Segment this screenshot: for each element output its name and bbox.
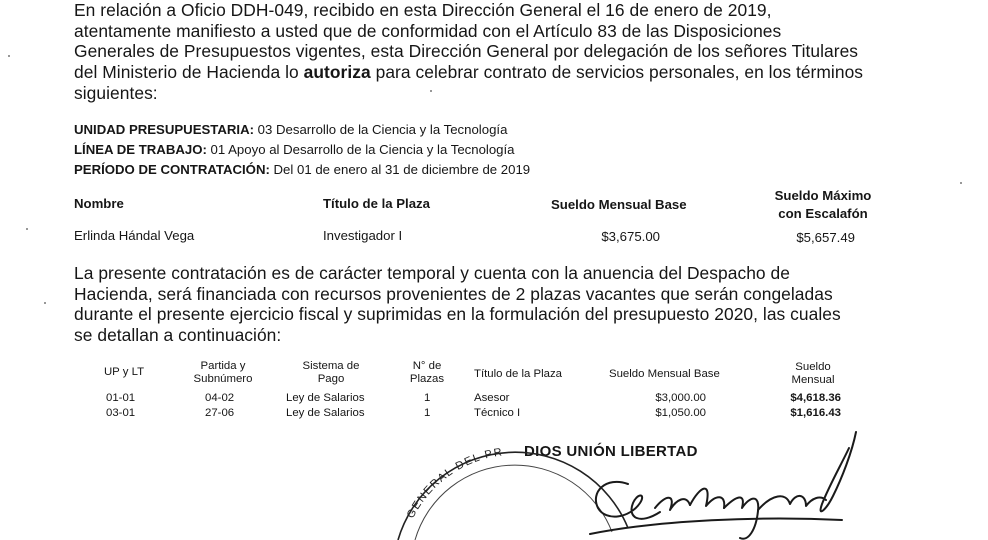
intro-line-4 (74, 62, 886, 83)
row1-sueldo-mensual: $4,618.36 (790, 392, 841, 404)
intro-line-2: atentamente manifiesto a usted que de conformidad con el Artículo 83 de las Disposiciones (74, 20, 782, 41)
second-line-3: durante el presente ejercicio fiscal y suprimidas en la formulación del presupuesto 2020, las cuales (74, 304, 841, 325)
scan-speck (8, 55, 10, 57)
row1-sistema: Ley de Salarios (286, 392, 365, 404)
budget-unit-field (74, 120, 530, 140)
header-partida (178, 360, 268, 386)
header-sistema-line-1: Sistema de (302, 360, 360, 372)
employee-max-salary: $5,657.49 (796, 230, 855, 245)
second-paragraph (74, 263, 886, 346)
header-plazas-line-2: Plazas (409, 373, 445, 385)
header-titulo-plaza-2: Título de la Plaza (474, 368, 563, 380)
scan-speck (430, 90, 432, 92)
contract-period-value: Del 01 de enero al 31 de diciembre de 2019 (273, 162, 531, 177)
header-sueldo-mensual (775, 361, 851, 387)
employee-position: Investigador I (323, 228, 403, 243)
intro-line-5: siguientes: (74, 82, 158, 103)
header-sueldo-maximo: Sueldo Máximo (774, 188, 872, 203)
header-sueldo-base: Sueldo Mensual Base (551, 197, 687, 212)
second-line-4: se detallan a continuación: (74, 325, 282, 346)
row2-sistema: Ley de Salarios (286, 407, 365, 419)
header-titulo-plaza: Título de la Plaza (323, 196, 430, 211)
autoriza-word: autoriza (303, 62, 371, 83)
row2-plazas: 1 (424, 407, 431, 419)
signature-text: Galayar (0, 0, 4, 1)
header-con-escalafon: con Escalafón (778, 206, 868, 221)
row1-sueldo-base: $3,000.00 (655, 392, 706, 404)
contract-period-field (74, 160, 530, 180)
header-partida-line-2: Subnúmero (193, 373, 253, 385)
header-sueldo-line-2: Mensual (791, 374, 835, 386)
header-sistema-line-2: Pago (317, 373, 345, 385)
svg-text:GENERAL DEL PR (405, 446, 504, 520)
row1-partida: 04-02 (205, 392, 235, 404)
second-line-1: La presente contratación es de carácter temporal y cuenta con la anuencia del Despacho de (74, 263, 790, 283)
intro-line-3: Generales de Presupuestos vigentes, esta Dirección General por delegación de los señores Titulares (74, 41, 859, 62)
work-line-label: LÍNEA DE TRABAJO: (74, 142, 207, 157)
header-num-plazas (397, 360, 457, 386)
row2-sueldo-base: $1,050.00 (655, 407, 706, 419)
row2-up-lt: 03-01 (106, 407, 136, 419)
header-partida-line-1: Partida y (200, 360, 246, 372)
employee-name: Erlinda Hándal Vega (74, 228, 195, 243)
budget-unit-label: UNIDAD PRESUPUESTARIA: (74, 122, 254, 137)
seal-text: GENERAL DEL PR (404, 446, 505, 521)
header-sistema-pago (285, 360, 377, 386)
scan-speck (44, 302, 46, 304)
row2-sueldo-mensual: $1,616.43 (790, 407, 841, 419)
scan-speck (26, 228, 28, 230)
row2-titulo: Técnico I (474, 407, 521, 419)
header-plazas-line-1: N° de (412, 360, 442, 372)
row1-titulo: Asesor (474, 392, 510, 404)
intro-line-4-start: del Ministerio de Hacienda lo (74, 62, 304, 83)
contract-period-label: PERÍODO DE CONTRATACIÓN: (74, 162, 270, 177)
budget-unit-value: 03 Desarrollo de la Ciencia y la Tecnología (257, 122, 508, 137)
header-sueldo-base-2: Sueldo Mensual Base (609, 368, 720, 380)
row1-up-lt: 01-01 (106, 392, 136, 404)
employee-base-salary: $3,675.00 (601, 229, 660, 244)
header-sueldo-line-1: Sueldo (795, 361, 831, 373)
work-line-value: 01 Apoyo al Desarrollo de la Ciencia y la Tecnología (210, 142, 515, 157)
unit-fields (74, 120, 530, 180)
national-motto: DIOS UNIÓN LIBERTAD (524, 443, 698, 460)
row1-plazas: 1 (424, 392, 431, 404)
header-up-lt: UP y LT (103, 366, 145, 378)
second-line-2: Hacienda, será financiada con recursos provenientes de 2 plazas vacantes que serán congeladas (74, 283, 833, 304)
work-line-field (74, 140, 530, 160)
row2-partida: 27-06 (205, 407, 235, 419)
intro-line-4-end: para celebrar contrato de servicios personales, en los términos (370, 62, 864, 83)
intro-paragraph (74, 0, 886, 104)
header-nombre: Nombre (74, 196, 124, 211)
scan-speck (960, 182, 962, 184)
intro-line-1: En relación a Oficio DDH-049, recibido en esta Dirección General el 16 de enero de 2019, (74, 0, 772, 20)
